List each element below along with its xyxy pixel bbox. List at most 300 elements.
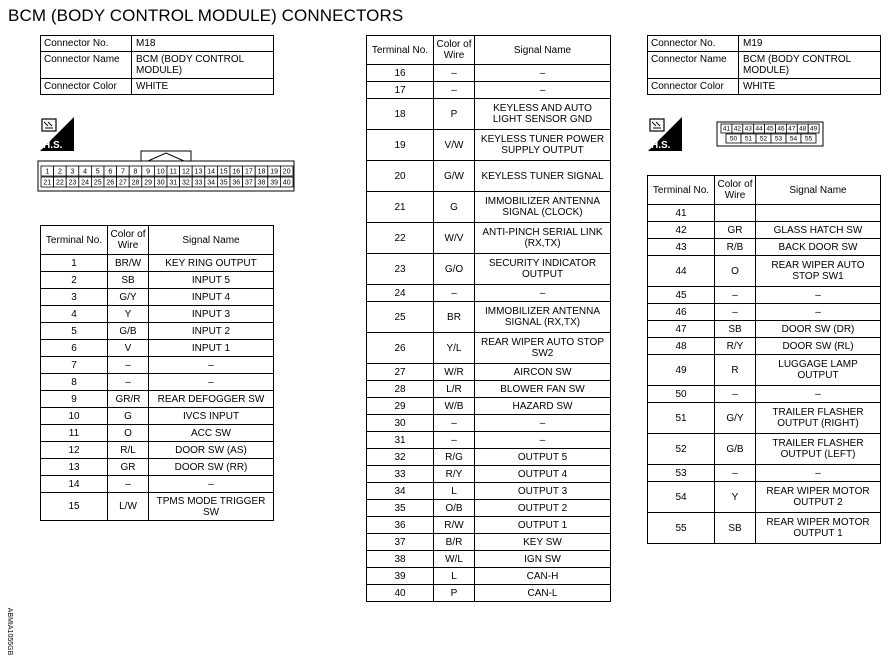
wire-color: G/O bbox=[434, 254, 475, 285]
signal-name: DOOR SW (RL) bbox=[756, 338, 881, 355]
table-row bbox=[648, 338, 881, 355]
column-header: Terminal No. bbox=[41, 226, 108, 255]
wire-color: – bbox=[108, 357, 149, 374]
terminal-no: 37 bbox=[367, 534, 434, 551]
signal-name: TPMS MODE TRIGGER SW bbox=[149, 493, 274, 521]
pin-number: 50 bbox=[729, 135, 738, 143]
wire-color: – bbox=[434, 415, 475, 432]
pin-number: 45 bbox=[766, 125, 774, 133]
wire-color: R/B bbox=[715, 239, 756, 256]
info-label: Connector Name bbox=[648, 52, 739, 79]
table-row bbox=[648, 222, 881, 239]
terminal-no: 46 bbox=[648, 304, 715, 321]
terminal-no: 5 bbox=[41, 323, 108, 340]
signal-name: REAR WIPER AUTO STOP SW1 bbox=[756, 256, 881, 287]
column-header: Terminal No. bbox=[367, 36, 434, 65]
signal-name: BLOWER FAN SW bbox=[475, 381, 611, 398]
table-row bbox=[367, 449, 611, 466]
table-row bbox=[367, 65, 611, 82]
signal-name: – bbox=[756, 386, 881, 403]
table-row bbox=[41, 442, 274, 459]
pin-number: 14 bbox=[207, 168, 215, 176]
pin-number: 27 bbox=[119, 179, 127, 187]
table-row bbox=[367, 483, 611, 500]
m18-terminal-table-2 bbox=[366, 35, 611, 602]
table-row bbox=[648, 355, 881, 386]
wire-color: R/L bbox=[108, 442, 149, 459]
table-row bbox=[367, 466, 611, 483]
signal-name: IMMOBILIZER ANTENNA SIGNAL (RX,TX) bbox=[475, 302, 611, 333]
signal-name: KEYLESS TUNER SIGNAL bbox=[475, 161, 611, 192]
terminal-no: 4 bbox=[41, 306, 108, 323]
pin-number: 15 bbox=[219, 168, 228, 176]
wire-color: P bbox=[434, 99, 475, 130]
signal-name: IVCS INPUT bbox=[149, 408, 274, 425]
terminal-no: 25 bbox=[367, 302, 434, 333]
pin-number: 21 bbox=[43, 179, 52, 187]
terminal-no: 54 bbox=[648, 482, 715, 513]
terminal-no: 30 bbox=[367, 415, 434, 432]
wire-color: R/W bbox=[434, 517, 475, 534]
wire-color: – bbox=[715, 465, 756, 482]
terminal-no: 13 bbox=[41, 459, 108, 476]
signal-name: KEY RING OUTPUT bbox=[149, 255, 274, 272]
signal-name: INPUT 2 bbox=[149, 323, 274, 340]
pin-number: 51 bbox=[744, 135, 753, 143]
pin-number: 42 bbox=[733, 125, 741, 133]
wire-color: R/Y bbox=[715, 338, 756, 355]
wire-color: B/R bbox=[434, 534, 475, 551]
info-value: M18 bbox=[132, 36, 274, 52]
wire-color: G bbox=[108, 408, 149, 425]
signal-name: HAZARD SW bbox=[475, 398, 611, 415]
table-row bbox=[41, 357, 274, 374]
signal-name: IMMOBILIZER ANTENNA SIGNAL (CLOCK) bbox=[475, 192, 611, 223]
table-row bbox=[41, 323, 274, 340]
svg-text:H.S.: H.S. bbox=[651, 140, 671, 151]
signal-name: REAR WIPER MOTOR OUTPUT 2 bbox=[756, 482, 881, 513]
wire-color: W/L bbox=[434, 551, 475, 568]
wire-color: G/B bbox=[108, 323, 149, 340]
wire-color: GR bbox=[108, 459, 149, 476]
table-row bbox=[367, 500, 611, 517]
table-row bbox=[367, 517, 611, 534]
pin-number: 36 bbox=[232, 179, 241, 187]
svg-text:H.S.: H.S. bbox=[43, 140, 63, 151]
wire-color: L/R bbox=[434, 381, 475, 398]
wire-color: R/G bbox=[434, 449, 475, 466]
table-row bbox=[367, 364, 611, 381]
table-row bbox=[367, 585, 611, 602]
terminal-no: 6 bbox=[41, 340, 108, 357]
pin-number: 41 bbox=[722, 125, 731, 133]
terminal-no: 21 bbox=[367, 192, 434, 223]
terminal-no: 11 bbox=[41, 425, 108, 442]
signal-name: INPUT 1 bbox=[149, 340, 274, 357]
table-row bbox=[367, 333, 611, 364]
signal-name: ANTI-PINCH SERIAL LINK (RX,TX) bbox=[475, 223, 611, 254]
signal-name: – bbox=[475, 65, 611, 82]
table-row bbox=[367, 302, 611, 333]
signal-name: INPUT 5 bbox=[149, 272, 274, 289]
wire-color: R bbox=[715, 355, 756, 386]
signal-name: OUTPUT 4 bbox=[475, 466, 611, 483]
info-value: BCM (BODY CONTROL MODULE) bbox=[739, 52, 881, 79]
table-row bbox=[648, 482, 881, 513]
terminal-no: 55 bbox=[648, 513, 715, 544]
signal-name: – bbox=[475, 82, 611, 99]
terminal-no: 51 bbox=[648, 403, 715, 434]
pin-number: 49 bbox=[810, 125, 818, 133]
terminal-no: 28 bbox=[367, 381, 434, 398]
table-row bbox=[648, 386, 881, 403]
wire-color: Y bbox=[715, 482, 756, 513]
pin-number: 11 bbox=[169, 168, 177, 176]
pin-number: 33 bbox=[194, 179, 203, 187]
table-row bbox=[41, 493, 274, 521]
table-row bbox=[41, 374, 274, 391]
table-row bbox=[648, 465, 881, 482]
wire-color: L bbox=[434, 568, 475, 585]
signal-name: BACK DOOR SW bbox=[756, 239, 881, 256]
signal-name: GLASS HATCH SW bbox=[756, 222, 881, 239]
wire-color: – bbox=[434, 65, 475, 82]
wire-color: V bbox=[108, 340, 149, 357]
table-row bbox=[648, 287, 881, 304]
terminal-no: 26 bbox=[367, 333, 434, 364]
table-row bbox=[367, 568, 611, 585]
pin-number: 20 bbox=[282, 168, 291, 176]
table-row bbox=[648, 304, 881, 321]
wire-color: – bbox=[715, 386, 756, 403]
signal-name: TRAILER FLASHER OUTPUT (RIGHT) bbox=[756, 403, 881, 434]
terminal-no: 15 bbox=[41, 493, 108, 521]
wire-color: – bbox=[434, 432, 475, 449]
info-value: BCM (BODY CONTROL MODULE) bbox=[132, 52, 274, 79]
terminal-no: 44 bbox=[648, 256, 715, 287]
wire-color: GR bbox=[715, 222, 756, 239]
signal-name: – bbox=[149, 476, 274, 493]
pin-number: 32 bbox=[182, 179, 190, 187]
table-row bbox=[41, 255, 274, 272]
signal-name: KEYLESS TUNER POWER SUPPLY OUTPUT bbox=[475, 130, 611, 161]
pin-number: 9 bbox=[146, 168, 151, 176]
terminal-no: 45 bbox=[648, 287, 715, 304]
table-row bbox=[367, 551, 611, 568]
pin-number: 6 bbox=[108, 168, 113, 176]
pin-number: 29 bbox=[144, 179, 152, 187]
harness-side-icon bbox=[40, 117, 74, 151]
pin-number: 4 bbox=[83, 168, 88, 176]
signal-name: INPUT 3 bbox=[149, 306, 274, 323]
table-row bbox=[648, 321, 881, 338]
pin-number: 54 bbox=[789, 135, 798, 143]
info-value: M19 bbox=[739, 36, 881, 52]
wire-color: G bbox=[434, 192, 475, 223]
wire-color: – bbox=[715, 304, 756, 321]
table-header-row bbox=[41, 226, 274, 255]
info-label: Connector Color bbox=[41, 79, 132, 95]
terminal-no: 41 bbox=[648, 205, 715, 222]
wire-color: G/B bbox=[715, 434, 756, 465]
terminal-no: 22 bbox=[367, 223, 434, 254]
pin-number: 46 bbox=[777, 125, 785, 133]
terminal-no: 39 bbox=[367, 568, 434, 585]
table-row bbox=[41, 289, 274, 306]
info-label: Connector Color bbox=[648, 79, 739, 95]
signal-name: – bbox=[475, 432, 611, 449]
table-row bbox=[367, 223, 611, 254]
terminal-no: 27 bbox=[367, 364, 434, 381]
pin-number: 23 bbox=[68, 179, 77, 187]
pin-number: 22 bbox=[56, 179, 64, 187]
side-code: ABMIA1055GB bbox=[6, 607, 14, 656]
pin-number: 37 bbox=[245, 179, 253, 187]
terminal-no: 34 bbox=[367, 483, 434, 500]
wire-color: O/B bbox=[434, 500, 475, 517]
pin-number: 3 bbox=[70, 168, 75, 176]
pin-number: 35 bbox=[219, 179, 228, 187]
m18-connector-diagram bbox=[36, 147, 296, 193]
signal-name: – bbox=[475, 415, 611, 432]
pin-number: 10 bbox=[156, 168, 165, 176]
pin-number: 48 bbox=[799, 125, 807, 133]
signal-name: – bbox=[756, 287, 881, 304]
terminal-no: 43 bbox=[648, 239, 715, 256]
signal-name: REAR DEFOGGER SW bbox=[149, 391, 274, 408]
pin-number: 53 bbox=[774, 135, 783, 143]
terminal-no: 16 bbox=[367, 65, 434, 82]
signal-name: SECURITY INDICATOR OUTPUT bbox=[475, 254, 611, 285]
terminal-no: 7 bbox=[41, 357, 108, 374]
table-row bbox=[41, 408, 274, 425]
pin-number: 28 bbox=[131, 179, 140, 187]
pin-number: 44 bbox=[755, 125, 763, 133]
table-row bbox=[648, 513, 881, 544]
signal-name: KEYLESS AND AUTO LIGHT SENSOR GND bbox=[475, 99, 611, 130]
signal-name: DOOR SW (AS) bbox=[149, 442, 274, 459]
terminal-no: 53 bbox=[648, 465, 715, 482]
signal-name: – bbox=[756, 304, 881, 321]
table-row bbox=[41, 340, 274, 357]
signal-name: TRAILER FLASHER OUTPUT (LEFT) bbox=[756, 434, 881, 465]
pin-number: 39 bbox=[270, 179, 278, 187]
pin-number: 12 bbox=[182, 168, 190, 176]
pin-number: 38 bbox=[257, 179, 266, 187]
pin-number: 16 bbox=[232, 168, 241, 176]
info-row bbox=[41, 79, 274, 95]
wire-color: L bbox=[434, 483, 475, 500]
terminal-no: 19 bbox=[367, 130, 434, 161]
wire-color: G/Y bbox=[108, 289, 149, 306]
terminal-no: 52 bbox=[648, 434, 715, 465]
table-row bbox=[648, 403, 881, 434]
table-row bbox=[648, 205, 881, 222]
table-row bbox=[41, 459, 274, 476]
wire-color: R/Y bbox=[434, 466, 475, 483]
terminal-no: 36 bbox=[367, 517, 434, 534]
column-header: Terminal No. bbox=[648, 176, 715, 205]
page-title: BCM (BODY CONTROL MODULE) CONNECTORS bbox=[8, 6, 404, 25]
signal-name: ACC SW bbox=[149, 425, 274, 442]
terminal-no: 35 bbox=[367, 500, 434, 517]
signal-name: LUGGAGE LAMP OUTPUT bbox=[756, 355, 881, 386]
pin-number: 43 bbox=[744, 125, 752, 133]
pin-number: 7 bbox=[120, 168, 125, 176]
terminal-no: 18 bbox=[367, 99, 434, 130]
terminal-no: 1 bbox=[41, 255, 108, 272]
wire-color: V/W bbox=[434, 130, 475, 161]
table-row bbox=[648, 239, 881, 256]
info-label: Connector No. bbox=[648, 36, 739, 52]
terminal-no: 29 bbox=[367, 398, 434, 415]
signal-name: IGN SW bbox=[475, 551, 611, 568]
wire-color bbox=[715, 205, 756, 222]
pin-number: 17 bbox=[245, 168, 253, 176]
wire-color: W/B bbox=[434, 398, 475, 415]
signal-name: – bbox=[149, 357, 274, 374]
table-row bbox=[367, 82, 611, 99]
wire-color: W/R bbox=[434, 364, 475, 381]
info-value: WHITE bbox=[132, 79, 274, 95]
terminal-no: 10 bbox=[41, 408, 108, 425]
table-row bbox=[367, 398, 611, 415]
table-row bbox=[367, 432, 611, 449]
signal-name: – bbox=[756, 465, 881, 482]
terminal-no: 48 bbox=[648, 338, 715, 355]
wire-color: BR/W bbox=[108, 255, 149, 272]
terminal-no: 20 bbox=[367, 161, 434, 192]
terminal-no: 12 bbox=[41, 442, 108, 459]
harness-side-icon bbox=[648, 117, 682, 151]
pin-number: 47 bbox=[788, 125, 796, 133]
info-row bbox=[648, 79, 881, 95]
pin-number: 19 bbox=[270, 168, 278, 176]
table-header-row bbox=[648, 176, 881, 205]
signal-name: DOOR SW (RR) bbox=[149, 459, 274, 476]
info-row bbox=[41, 52, 274, 79]
pin-number: 5 bbox=[95, 168, 100, 176]
pin-number: 52 bbox=[759, 135, 768, 143]
pin-number: 18 bbox=[257, 168, 266, 176]
signal-name: KEY SW bbox=[475, 534, 611, 551]
column-header: Color of Wire bbox=[434, 36, 475, 65]
signal-name: – bbox=[149, 374, 274, 391]
signal-name: OUTPUT 1 bbox=[475, 517, 611, 534]
column-header: Color of Wire bbox=[108, 226, 149, 255]
table-row bbox=[367, 254, 611, 285]
table-row bbox=[367, 161, 611, 192]
terminal-no: 47 bbox=[648, 321, 715, 338]
info-label: Connector Name bbox=[41, 52, 132, 79]
wire-color: – bbox=[434, 82, 475, 99]
pin-number: 26 bbox=[106, 179, 115, 187]
wire-color: Y/L bbox=[434, 333, 475, 364]
signal-name: OUTPUT 5 bbox=[475, 449, 611, 466]
signal-name: AIRCON SW bbox=[475, 364, 611, 381]
pin-number: 24 bbox=[81, 179, 89, 187]
table-row bbox=[367, 285, 611, 302]
column-header: Signal Name bbox=[475, 36, 611, 65]
signal-name: CAN-H bbox=[475, 568, 611, 585]
terminal-no: 32 bbox=[367, 449, 434, 466]
info-row bbox=[41, 36, 274, 52]
terminal-no: 3 bbox=[41, 289, 108, 306]
signal-name bbox=[756, 205, 881, 222]
wire-color: – bbox=[715, 287, 756, 304]
terminal-no: 49 bbox=[648, 355, 715, 386]
terminal-no: 24 bbox=[367, 285, 434, 302]
pin-number: 31 bbox=[169, 179, 178, 187]
table-row bbox=[367, 415, 611, 432]
terminal-no: 31 bbox=[367, 432, 434, 449]
signal-name: REAR WIPER MOTOR OUTPUT 1 bbox=[756, 513, 881, 544]
m19-connector-diagram bbox=[716, 121, 824, 147]
terminal-no: 14 bbox=[41, 476, 108, 493]
table-row bbox=[648, 256, 881, 287]
wire-color: W/V bbox=[434, 223, 475, 254]
wire-color: BR bbox=[434, 302, 475, 333]
wire-color: L/W bbox=[108, 493, 149, 521]
wire-color: G/Y bbox=[715, 403, 756, 434]
column-header: Color of Wire bbox=[715, 176, 756, 205]
signal-name: INPUT 4 bbox=[149, 289, 274, 306]
pin-number: 55 bbox=[804, 135, 813, 143]
table-row bbox=[367, 99, 611, 130]
table-row bbox=[648, 434, 881, 465]
pin-number: 25 bbox=[93, 179, 102, 187]
signal-name: OUTPUT 2 bbox=[475, 500, 611, 517]
terminal-no: 33 bbox=[367, 466, 434, 483]
wire-color: SB bbox=[715, 513, 756, 544]
info-value: WHITE bbox=[739, 79, 881, 95]
table-row bbox=[367, 192, 611, 223]
info-label: Connector No. bbox=[41, 36, 132, 52]
terminal-no: 8 bbox=[41, 374, 108, 391]
info-row bbox=[648, 52, 881, 79]
pin-number: 40 bbox=[282, 179, 291, 187]
wire-color: O bbox=[108, 425, 149, 442]
pin-number: 13 bbox=[194, 168, 203, 176]
wire-color: – bbox=[108, 476, 149, 493]
table-row bbox=[367, 130, 611, 161]
signal-name: CAN-L bbox=[475, 585, 611, 602]
terminal-no: 2 bbox=[41, 272, 108, 289]
m19-terminal-table bbox=[647, 175, 881, 544]
table-row bbox=[41, 476, 274, 493]
pin-number: 1 bbox=[45, 168, 50, 176]
pin-number: 34 bbox=[207, 179, 215, 187]
wire-color: P bbox=[434, 585, 475, 602]
signal-name: DOOR SW (DR) bbox=[756, 321, 881, 338]
m19-connector-info-table bbox=[647, 35, 881, 95]
table-row bbox=[41, 391, 274, 408]
m18-connector-info-table bbox=[40, 35, 274, 95]
wire-color: Y bbox=[108, 306, 149, 323]
table-row bbox=[367, 381, 611, 398]
column-header: Signal Name bbox=[756, 176, 881, 205]
info-row bbox=[648, 36, 881, 52]
terminal-no: 50 bbox=[648, 386, 715, 403]
pin-number: 8 bbox=[133, 168, 138, 176]
terminal-no: 23 bbox=[367, 254, 434, 285]
wire-color: GR/R bbox=[108, 391, 149, 408]
pin-number: 2 bbox=[57, 168, 62, 176]
table-header-row bbox=[367, 36, 611, 65]
signal-name: OUTPUT 3 bbox=[475, 483, 611, 500]
pin-number: 30 bbox=[156, 179, 165, 187]
wire-color: G/W bbox=[434, 161, 475, 192]
